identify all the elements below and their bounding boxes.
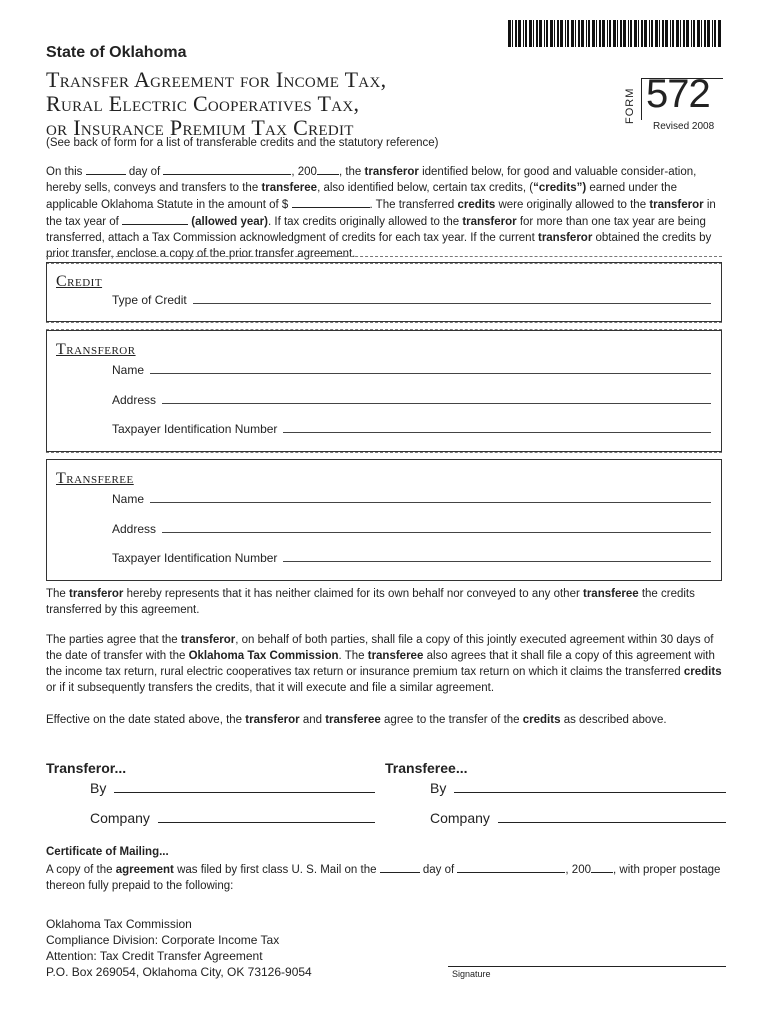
title-line-3: or Insurance Premium Tax Credit (46, 115, 354, 140)
agreement-paragraph: The parties agree that the transferor, on behalf of both parties, shall file a copy of this jointly executed agreement within 30 days of the date of transfer with the Oklahoma Tax Commission. The transferee also agrees that it shall file a copy of this agreement with the income tax return, rural electric cooperatives tax return or insurance premium tax return on which it claims the transferred credits or if it subsequently transfers the credits, that it will execute and file a similar agreement. (46, 634, 722, 694)
barcode-bar (515, 20, 517, 47)
barcode-bar (655, 20, 658, 47)
barcode-bar (607, 20, 608, 47)
barcode-bar (672, 20, 674, 47)
intro-paragraph: On this day of , 200 , the transferor identified below, for good and valuable consider-ation, hereby sells, conveys and transfers to the transferee, also identified below, certain tax credits, (“credits”) earned under the applicable Oklahoma Statute in the amount of $ . The transferred credits were originally allowed to the transferor in the tax year of (allowed year). If tax credits originally allowed to the transferor for more than one tax year are being transferred, attach a Tax Commission acknowledgment of credits for each tax year. If the current transferor obtained the credits by prior transfer, enclose a copy of the prior transfer agreement. (46, 163, 726, 262)
barcode-bar (567, 20, 569, 47)
barcode (508, 20, 723, 47)
transferee-by-field[interactable] (430, 780, 726, 796)
transferor-company-line[interactable] (158, 821, 375, 823)
transferor-by-line[interactable] (114, 791, 375, 793)
transferee-address-line[interactable] (162, 531, 711, 533)
barcode-bar (581, 20, 584, 47)
barcode-bar (550, 20, 553, 47)
transferor-signature-heading: Transferor... (46, 760, 127, 776)
barcode-bar (557, 20, 559, 47)
barcode-bar (686, 20, 689, 47)
barcode-bar (644, 20, 647, 47)
mail-month-blank[interactable] (457, 861, 565, 873)
form-number: 572 (646, 72, 710, 116)
by-label: By (430, 780, 447, 796)
barcode-bar (701, 20, 702, 47)
form-number-divider (641, 78, 642, 120)
address-line: P.O. Box 269054, Oklahoma City, OK 73126-9054 (46, 965, 312, 979)
barcode-bar (712, 20, 713, 47)
barcode-bar (707, 20, 710, 47)
type-of-credit-label: Type of Credit (112, 293, 187, 307)
credit-section (46, 262, 722, 322)
effective-paragraph: Effective on the date stated above, the transferor and transferee agree to the transfer of the credits as described above. (46, 714, 667, 726)
name-label: Name (112, 492, 145, 506)
barcode-bar (617, 20, 618, 47)
tin-label: Taxpayer Identification Number (112, 422, 278, 436)
certificate-heading: Certificate of Mailing... (46, 846, 169, 858)
amount-blank[interactable] (292, 196, 370, 208)
transferor-tin-field[interactable] (112, 422, 711, 436)
transferor-company-field[interactable] (90, 810, 375, 826)
name-label: Name (112, 363, 145, 377)
address-line: Compliance Division: Corporate Income Tax (46, 933, 280, 947)
transferee-company-line[interactable] (498, 821, 726, 823)
barcode-bar (565, 20, 566, 47)
barcode-bar (508, 20, 511, 47)
barcode-bar (613, 20, 616, 47)
barcode-bar (533, 20, 534, 47)
transferor-address-line[interactable] (162, 402, 711, 404)
barcode-bar (683, 20, 685, 47)
transferor-tin-line[interactable] (283, 431, 711, 433)
barcode-bar (693, 20, 695, 47)
transferee-tin-field[interactable] (112, 551, 711, 565)
address-label: Address (112, 393, 157, 407)
barcode-bar (523, 20, 524, 47)
barcode-bar (704, 20, 706, 47)
barcode-bar (630, 20, 632, 47)
barcode-bar (571, 20, 574, 47)
transferor-name-line[interactable] (150, 372, 711, 374)
state-name: State of Oklahoma (46, 44, 187, 61)
barcode-bar (670, 20, 671, 47)
representation-paragraph: The transferor hereby represents that it has neither claimed for its own behalf nor conveyed to any other transferee the credits transferred by this agreement. (46, 588, 695, 616)
transferee-name-line[interactable] (150, 501, 711, 503)
barcode-bar (592, 20, 595, 47)
barcode-bar (659, 20, 660, 47)
barcode-bar (623, 20, 626, 47)
barcode-bar (525, 20, 527, 47)
transferee-heading: Transferee (56, 470, 134, 487)
company-label: Company (90, 810, 150, 826)
transferor-section (46, 330, 722, 452)
form-title (46, 68, 386, 140)
barcode-bar (602, 20, 605, 47)
transferor-heading: Transferor (56, 341, 136, 358)
barcode-bar (697, 20, 700, 47)
transferee-tin-line[interactable] (283, 560, 711, 562)
transferor-address-field[interactable] (112, 393, 711, 407)
barcode-bar (596, 20, 597, 47)
barcode-bar (512, 20, 513, 47)
barcode-bar (578, 20, 580, 47)
signature-label: Signature (452, 969, 491, 979)
credit-heading: Credit (56, 273, 103, 290)
barcode-bar (599, 20, 601, 47)
transferor-by-field[interactable] (90, 780, 375, 796)
barcode-bar (544, 20, 545, 47)
barcode-bar (628, 20, 629, 47)
day-blank[interactable] (86, 163, 126, 175)
barcode-bar (575, 20, 576, 47)
mail-day-blank[interactable] (380, 861, 420, 873)
barcode-bar (588, 20, 590, 47)
transferee-by-line[interactable] (454, 791, 726, 793)
barcode-bar (718, 20, 721, 47)
transferor-name-field[interactable] (112, 363, 711, 377)
month-blank[interactable] (163, 163, 291, 175)
barcode-bar (536, 20, 538, 47)
barcode-bar (651, 20, 653, 47)
title-line-1: Transfer Agreement for Income Tax, (46, 67, 387, 92)
barcode-bar (560, 20, 563, 47)
certificate-paragraph: A copy of the agreement was filed by first class U. S. Mail on the day of , 200 , with proper postage thereon fully prepaid to the following: (46, 861, 726, 894)
revised-date: Revised 2008 (653, 121, 715, 132)
barcode-bar (539, 20, 542, 47)
address-line: Attention: Tax Credit Transfer Agreement (46, 949, 263, 963)
form-word: FORM (624, 87, 636, 124)
barcode-bar (680, 20, 681, 47)
subtitle: (See back of form for a list of transferable credits and the statutory reference) (46, 137, 439, 149)
type-of-credit-line[interactable] (193, 302, 711, 304)
barcode-bar (518, 20, 521, 47)
address-line: Oklahoma Tax Commission (46, 917, 192, 931)
barcode-bar (554, 20, 555, 47)
section-separator (46, 322, 722, 330)
barcode-bar (529, 20, 532, 47)
barcode-bar (676, 20, 679, 47)
tax-year-blank[interactable] (122, 213, 188, 225)
by-label: By (90, 780, 107, 796)
tin-label: Taxpayer Identification Number (112, 551, 278, 565)
barcode-bar (691, 20, 692, 47)
barcode-bar (714, 20, 716, 47)
year-blank[interactable] (317, 163, 339, 175)
barcode-bar (665, 20, 668, 47)
company-label: Company (430, 810, 490, 826)
mailing-address (46, 916, 312, 980)
type-of-credit-field[interactable] (112, 293, 711, 307)
transferee-signature-heading: Transferee... (385, 760, 468, 776)
barcode-bar (662, 20, 664, 47)
transferee-name-field[interactable] (112, 492, 711, 506)
transferee-address-field[interactable] (112, 522, 711, 536)
barcode-bar (609, 20, 611, 47)
transferee-section (46, 459, 722, 581)
barcode-bar (638, 20, 639, 47)
mail-year-blank[interactable] (591, 861, 613, 873)
barcode-bar (634, 20, 637, 47)
signature-line[interactable] (448, 966, 726, 967)
address-label: Address (112, 522, 157, 536)
transferee-company-field[interactable] (430, 810, 726, 826)
barcode-bar (586, 20, 587, 47)
barcode-bar (546, 20, 548, 47)
barcode-bar (620, 20, 622, 47)
barcode-bar (641, 20, 643, 47)
barcode-bar (649, 20, 650, 47)
title-line-2: Rural Electric Cooperatives Tax, (46, 91, 360, 116)
